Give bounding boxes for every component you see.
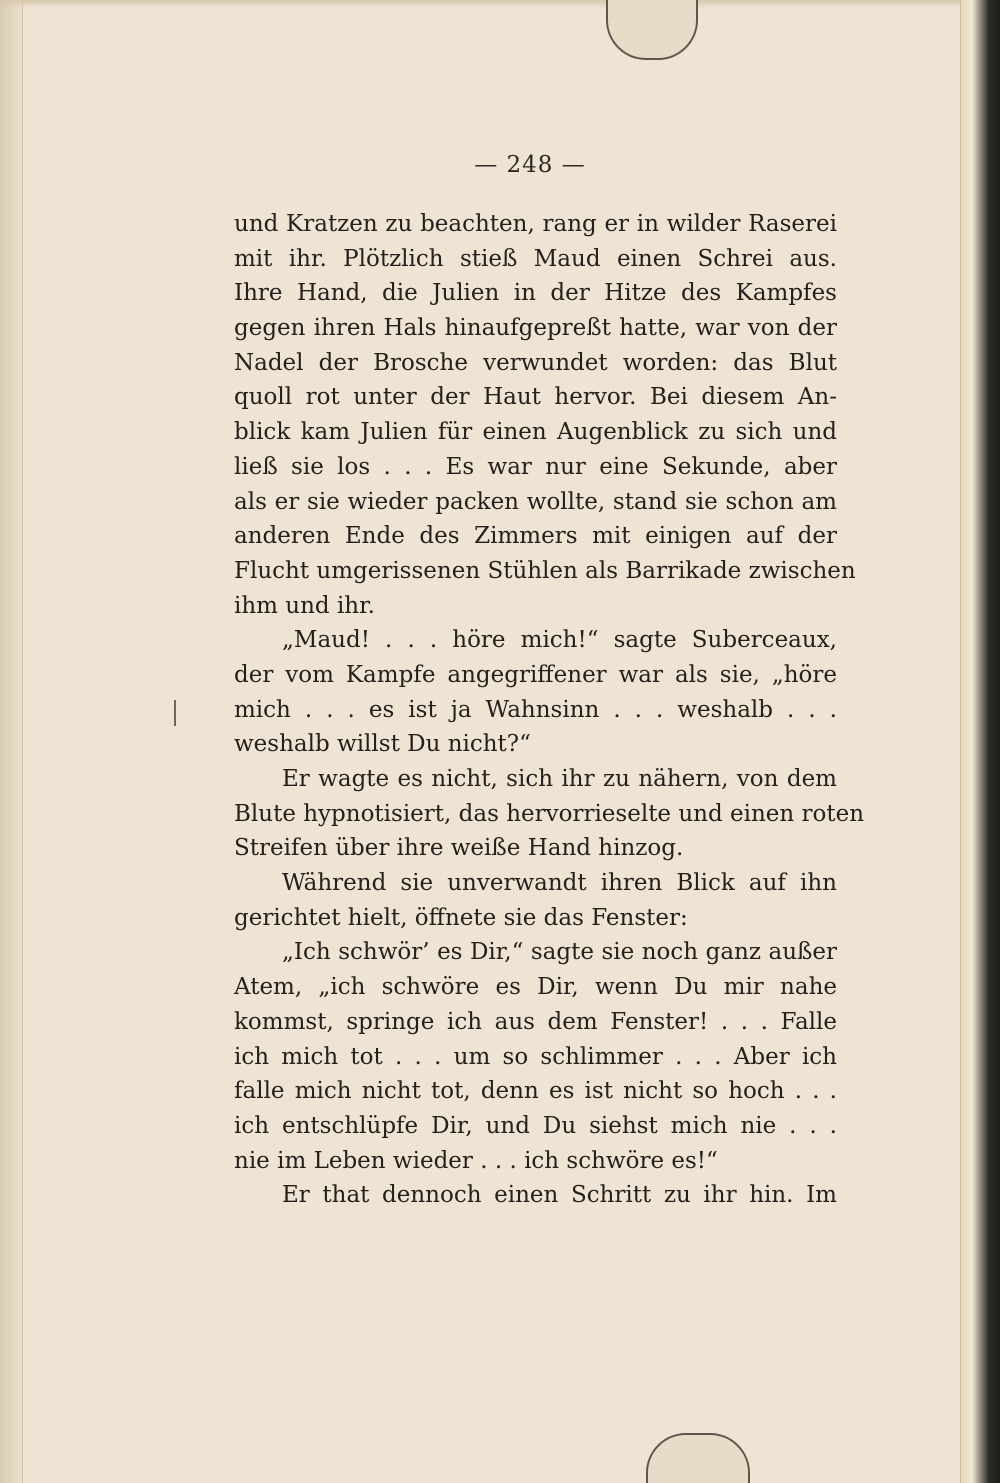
margin-mark xyxy=(174,700,176,726)
text-line: nie im Leben wieder . . . ich schwöre es!“ xyxy=(234,1147,718,1174)
body-text xyxy=(234,207,865,1213)
text-line: Nadel der Brosche verwundet worden: das Blut xyxy=(234,349,837,376)
text-line: ich mich tot . . . um so schlimmer . . . Aber ich xyxy=(234,1043,837,1070)
text-line: gerichtet hielt, öffnete sie das Fenster: xyxy=(234,904,688,931)
text-line: Er wagte es nicht, sich ihr zu nähern, von dem xyxy=(282,766,837,792)
text-line: quoll rot unter der Haut hervor. Bei diesem An- xyxy=(234,384,837,411)
text-line: kommst, springe ich aus dem Fenster! . . . Falle xyxy=(234,1008,837,1035)
page-top-shadow xyxy=(0,0,960,8)
text-line: Blute hypnotisiert, das hervorrieselte und einen roten xyxy=(234,800,865,827)
text-line: Während sie unverwandt ihren Blick auf ihn xyxy=(282,870,837,897)
text-line: Ihre Hand, die Julien in der Hitze des Kampfes xyxy=(234,280,837,307)
text-line: blick kam Julien für einen Augenblick zu sich und xyxy=(234,419,837,446)
text-line: Atem, „ich schwöre es Dir, wenn Du mir nahe xyxy=(234,974,837,1001)
top-paper-clip-icon xyxy=(606,0,698,60)
text-line: „Maud! . . . höre mich!“ sagte Suberceaux, xyxy=(282,627,837,654)
text-line: Streifen über ihre weiße Hand hinzog. xyxy=(234,835,684,862)
bottom-paper-clip-icon xyxy=(646,1433,750,1483)
text-line: Flucht umgerissenen Stühlen als Barrikade zwischen xyxy=(234,557,856,584)
text-line: mich . . . es ist ja Wahnsinn . . . weshalb . . . xyxy=(234,696,837,723)
text-line: der vom Kampfe angegriffener war als sie, „höre xyxy=(234,661,837,688)
text-line: mit ihr. Plötzlich stieß Maud einen Schrei aus. xyxy=(234,245,837,272)
text-line: ich entschlüpfe Dir, und Du siehst mich nie . . . xyxy=(234,1112,837,1139)
page-right-edge xyxy=(960,0,1000,1483)
text-line: gegen ihren Hals hinaufgepreßt hatte, war von der xyxy=(234,315,837,342)
text-line: ihm und ihr. xyxy=(234,592,375,619)
page-number: — 248 — xyxy=(474,152,586,178)
text-line: als er sie wieder packen wollte, stand sie schon am xyxy=(234,488,837,515)
text-line: weshalb willst Du nicht?“ xyxy=(234,731,531,758)
text-line: falle mich nicht tot, denn es ist nicht so hoch . . . xyxy=(234,1078,837,1105)
text-line: ließ sie los . . . Es war nur eine Sekunde, aber xyxy=(234,453,837,480)
text-line: anderen Ende des Zimmers mit einigen auf der xyxy=(234,523,837,550)
text-line: und Kratzen zu beachten, rang er in wilder Raserei xyxy=(234,211,837,237)
text-line: „Ich schwör’ es Dir,“ sagte sie noch ganz außer xyxy=(282,939,837,966)
text-line: Er that dennoch einen Schritt zu ihr hin. Im xyxy=(282,1182,837,1209)
